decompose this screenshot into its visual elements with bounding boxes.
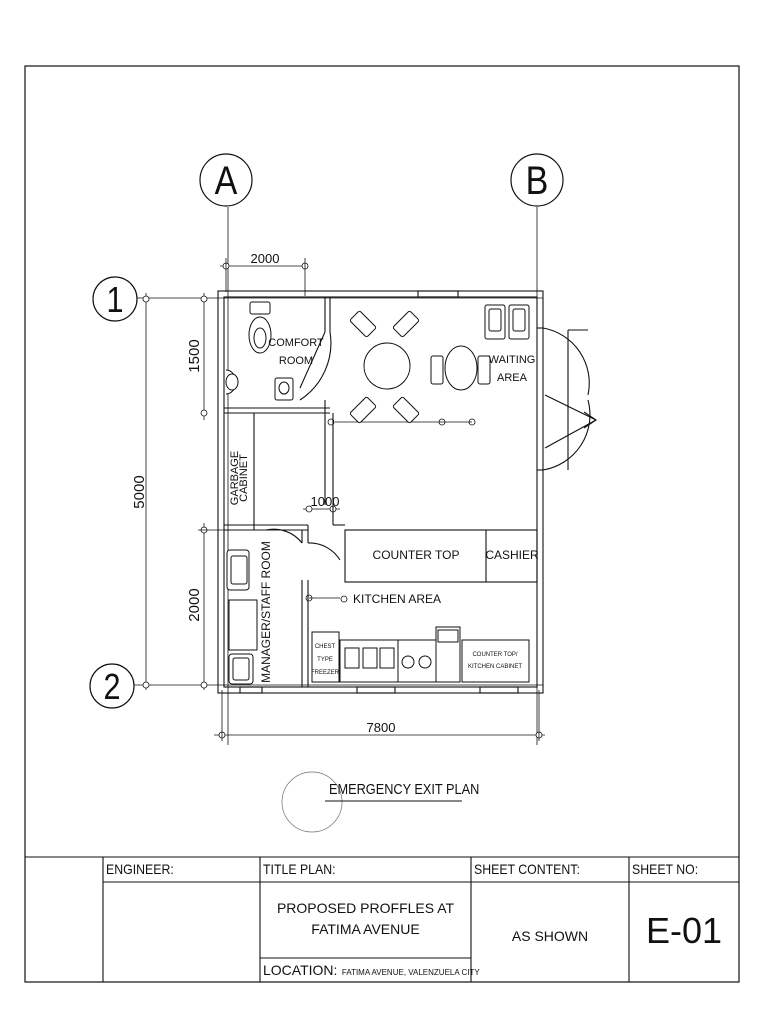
- label-cabinet-2: KITCHEN CABINET: [467, 664, 523, 670]
- label-comfort-room-2: ROOM: [278, 355, 314, 367]
- label-freezer-2: TYPE: [317, 657, 333, 663]
- label-kitchen-area: KITCHEN AREA: [353, 592, 442, 606]
- sheet-no-label: SHEET NO:: [632, 861, 699, 877]
- dim-2000-top: 2000: [250, 251, 280, 266]
- engineer-label: ENGINEER:: [106, 861, 174, 877]
- location-label: LOCATION:: [263, 962, 338, 978]
- label-comfort-room-1: COMFORT: [268, 337, 324, 349]
- label-waiting-area-2: AREA: [497, 372, 527, 384]
- svg-text:A: A: [214, 157, 238, 203]
- label-cabinet-1: COUNTER TOP/: [472, 652, 518, 658]
- grid-bubble-a: [200, 154, 252, 206]
- plan-caption-text: EMERGENCY EXIT PLAN: [329, 779, 480, 798]
- grid-bubble-2: [90, 664, 134, 708]
- label-manager-room: MANAGER/STAFF ROOM: [259, 541, 273, 683]
- sheet-number: E-01: [645, 910, 723, 951]
- sheet-content-label: SHEET CONTENT:: [474, 861, 580, 877]
- dim-2000-left: 2000: [186, 588, 203, 622]
- label-cashier: CASHIER: [485, 548, 539, 562]
- location-value: FATIMA AVENUE, VALENZUELA CITY: [341, 968, 480, 977]
- sheet-content-value: AS SHOWN: [511, 928, 589, 944]
- dim-1000: 1000: [310, 494, 340, 509]
- svg-text:B: B: [525, 157, 549, 203]
- location-row: [263, 962, 480, 980]
- sheet-border: [25, 66, 739, 982]
- title-line-1: PROPOSED PROFFLES AT: [276, 900, 455, 916]
- walls: [218, 291, 596, 693]
- dim-1500: 1500: [186, 339, 203, 373]
- label-garbage-2: CABINET: [238, 454, 250, 502]
- dim-5000: 5000: [131, 475, 148, 509]
- title-plan-value: [260, 898, 471, 940]
- title-line-2: FATIMA AVENUE: [311, 921, 420, 937]
- svg-text:1: 1: [106, 280, 124, 321]
- label-waiting-area-1: WAITING: [488, 354, 536, 366]
- manager-furniture: [227, 550, 257, 684]
- dim-7800: 7800: [366, 720, 396, 735]
- label-freezer-3: FREEZER: [310, 670, 340, 676]
- comfort-fixtures: [226, 302, 293, 400]
- svg-text:2: 2: [103, 667, 121, 708]
- grid-bubble-b: [511, 154, 563, 206]
- label-counter-top: COUNTER TOP: [372, 548, 460, 562]
- label-garbage-1: GARBAGE: [229, 450, 241, 506]
- plan-caption: [282, 772, 479, 832]
- label-freezer-1: CHEST: [314, 644, 336, 650]
- title-plan-label: TITLE PLAN:: [263, 861, 336, 877]
- grid-bubble-1: [93, 277, 137, 321]
